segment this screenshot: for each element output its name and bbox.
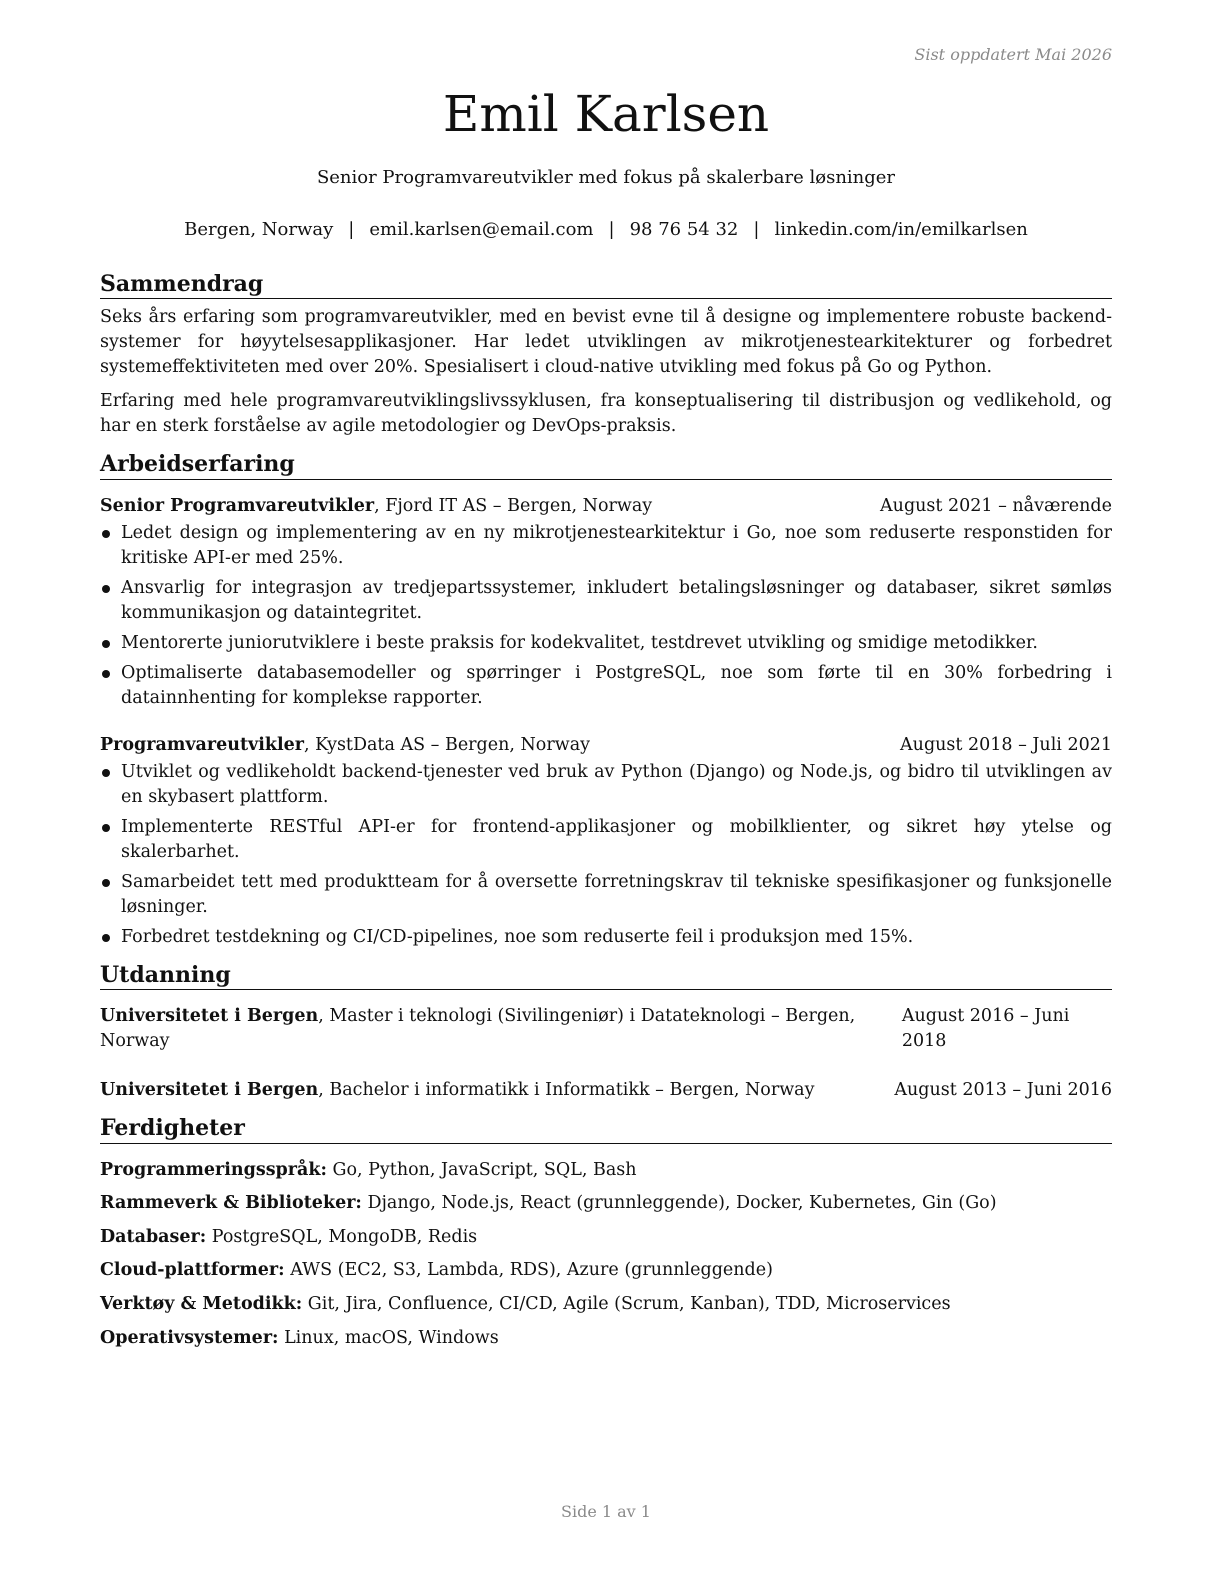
education-dates: August 2016 – Juni 2018 <box>901 1006 1070 1052</box>
section-title: Ferdigheter <box>100 1115 1112 1143</box>
contact-separator: | <box>348 219 355 240</box>
skill-line <box>100 1225 1112 1250</box>
tagline: Senior Programvareutvikler med fokus på skalerbare løsninger <box>316 167 896 188</box>
resume-content <box>100 271 1112 1359</box>
job-role: Senior Programvareutvikler <box>100 495 375 516</box>
skill-label: Databaser: <box>100 1226 207 1247</box>
education-school: Universitetet i Bergen <box>100 1080 319 1101</box>
section-title: Sammendrag <box>100 271 1112 299</box>
experience-section <box>100 451 1112 949</box>
contact-separator: | <box>753 219 760 240</box>
section-title: Arbeidserfaring <box>100 451 1112 479</box>
summary-paragraph: Erfaring med hele programvareutviklingslivssyklusen, fra konseptualisering til distribusjon og vedlikehold, og har en sterk forståelse av agile metodologier og DevOps-praksis. <box>100 391 1112 437</box>
skill-value: PostgreSQL, MongoDB, Redis <box>206 1226 478 1247</box>
skill-value: AWS (EC2, S3, Lambda, RDS), Azure (grunnleggende) <box>284 1260 773 1281</box>
skill-value: Git, Jira, Confluence, CI/CD, Agile (Scrum, Kanban), TDD, Microservices <box>302 1293 951 1314</box>
education-school: Universitetet i Bergen <box>100 1006 319 1027</box>
candidate-name: Emil Karlsen <box>442 85 770 143</box>
education-section <box>100 962 1112 1103</box>
job-bullet: Mentorerte juniorutviklere i beste praksis for kodekvalitet, testdrevet utvikling og smidige metodikker. <box>100 631 1112 656</box>
resume-page <box>100 0 1112 1584</box>
job-bullet: Forbedret testdekning og CI/CD-pipelines, noe som reduserte feil i produksjon med 15%. <box>100 925 1112 950</box>
skill-label: Cloud-plattformer: <box>100 1260 285 1281</box>
job-bullet: Ansvarlig for integrasjon av tredjepartssystemer, inkludert betalingsløsninger og databaser, sikret sømløs kommunikasjon og dataintegritet. <box>100 576 1112 626</box>
job-bullet: Implementerte RESTful API-er for frontend-applikasjoner og mobilklienter, og sikret høy ytelse og skalerbarhet. <box>100 815 1112 865</box>
skill-line <box>100 1258 1112 1283</box>
skill-value: Linux, macOS, Windows <box>278 1327 499 1348</box>
job-dates: August 2021 – nåværende <box>880 495 1112 516</box>
job-bullet: Samarbeidet tett med produktteam for å oversette forretningskrav til tekniske spesifikasjoner og funksjonelle løsninger. <box>100 870 1112 920</box>
skill-value: Go, Python, JavaScript, SQL, Bash <box>326 1159 637 1180</box>
skill-value: Django, Node.js, React (grunnleggende), Docker, Kubernetes, Gin (Go) <box>361 1193 997 1214</box>
summary-section <box>100 271 1112 439</box>
education-degree: , Bachelor i informatikk i Informatikk – Bergen, Norway <box>318 1080 815 1101</box>
skill-line <box>100 1292 1112 1317</box>
job-dates: August 2018 – Juli 2021 <box>900 734 1112 755</box>
contact-email[interactable]: emil.karlsen@email.com <box>369 219 594 240</box>
education-entry <box>100 1004 1112 1054</box>
job-bullet: Optimaliserte databasemodeller og spørringer i PostgreSQL, noe som førte til en 30% forbedring i datainnhenting for komplekse rapporter. <box>100 661 1112 711</box>
job-bullets <box>100 521 1112 711</box>
job-bullet: Utviklet og vedlikeholdt backend-tjenester ved bruk av Python (Django) og Node.js, og bidro til utviklingen av en skybasert plattform. <box>100 760 1112 810</box>
job-company: , KystData AS – Bergen, Norway <box>303 734 591 755</box>
skill-label: Verktøy & Metodikk: <box>100 1293 303 1314</box>
last-updated: Sist oppdatert Mai 2026 <box>914 45 1112 64</box>
job-bullet: Ledet design og implementering av en ny mikrotjenestearkitektur i Go, noe som reduserte responstiden for kritiske API-er med 25%. <box>100 521 1112 571</box>
summary-paragraph: Seks års erfaring som programvareutvikler, med en bevist evne til å designe og implementere robuste backend-systemer for høyytelsesapplikasjoner. Har ledet utviklingen av mikrotjenestearkitekturer og forbedret systemeffektiviteten med over 20%. Spesialisert i cloud-native utvikling med fokus på Go og Python. <box>100 307 1112 378</box>
job-company: , Fjord IT AS – Bergen, Norway <box>374 495 653 516</box>
skill-line <box>100 1158 1112 1183</box>
skill-label: Rammeverk & Biblioteker: <box>100 1193 362 1214</box>
contact-separator: | <box>608 219 615 240</box>
contact-location: Bergen, Norway <box>184 219 334 240</box>
contact-line <box>100 219 1112 240</box>
job-role: Programvareutvikler <box>100 734 304 755</box>
job-entry <box>100 494 1112 711</box>
page-number: Side 1 av 1 <box>561 1502 651 1521</box>
section-title: Utdanning <box>100 962 1112 990</box>
skills-section <box>100 1115 1112 1350</box>
skill-line <box>100 1191 1112 1216</box>
skill-label: Operativsystemer: <box>100 1327 279 1348</box>
contact-phone: 98 76 54 32 <box>629 219 739 240</box>
education-degree: , Master i teknologi (Sivilingeniør) i Datateknologi – Bergen, Norway <box>100 1006 856 1052</box>
education-entry <box>100 1078 1112 1103</box>
skill-label: Programmeringsspråk: <box>100 1159 327 1180</box>
job-entry <box>100 733 1112 950</box>
contact-linkedin[interactable]: linkedin.com/in/emilkarlsen <box>774 219 1028 240</box>
job-bullets <box>100 760 1112 950</box>
education-dates: August 2013 – Juni 2016 <box>894 1080 1112 1101</box>
skill-line <box>100 1326 1112 1351</box>
